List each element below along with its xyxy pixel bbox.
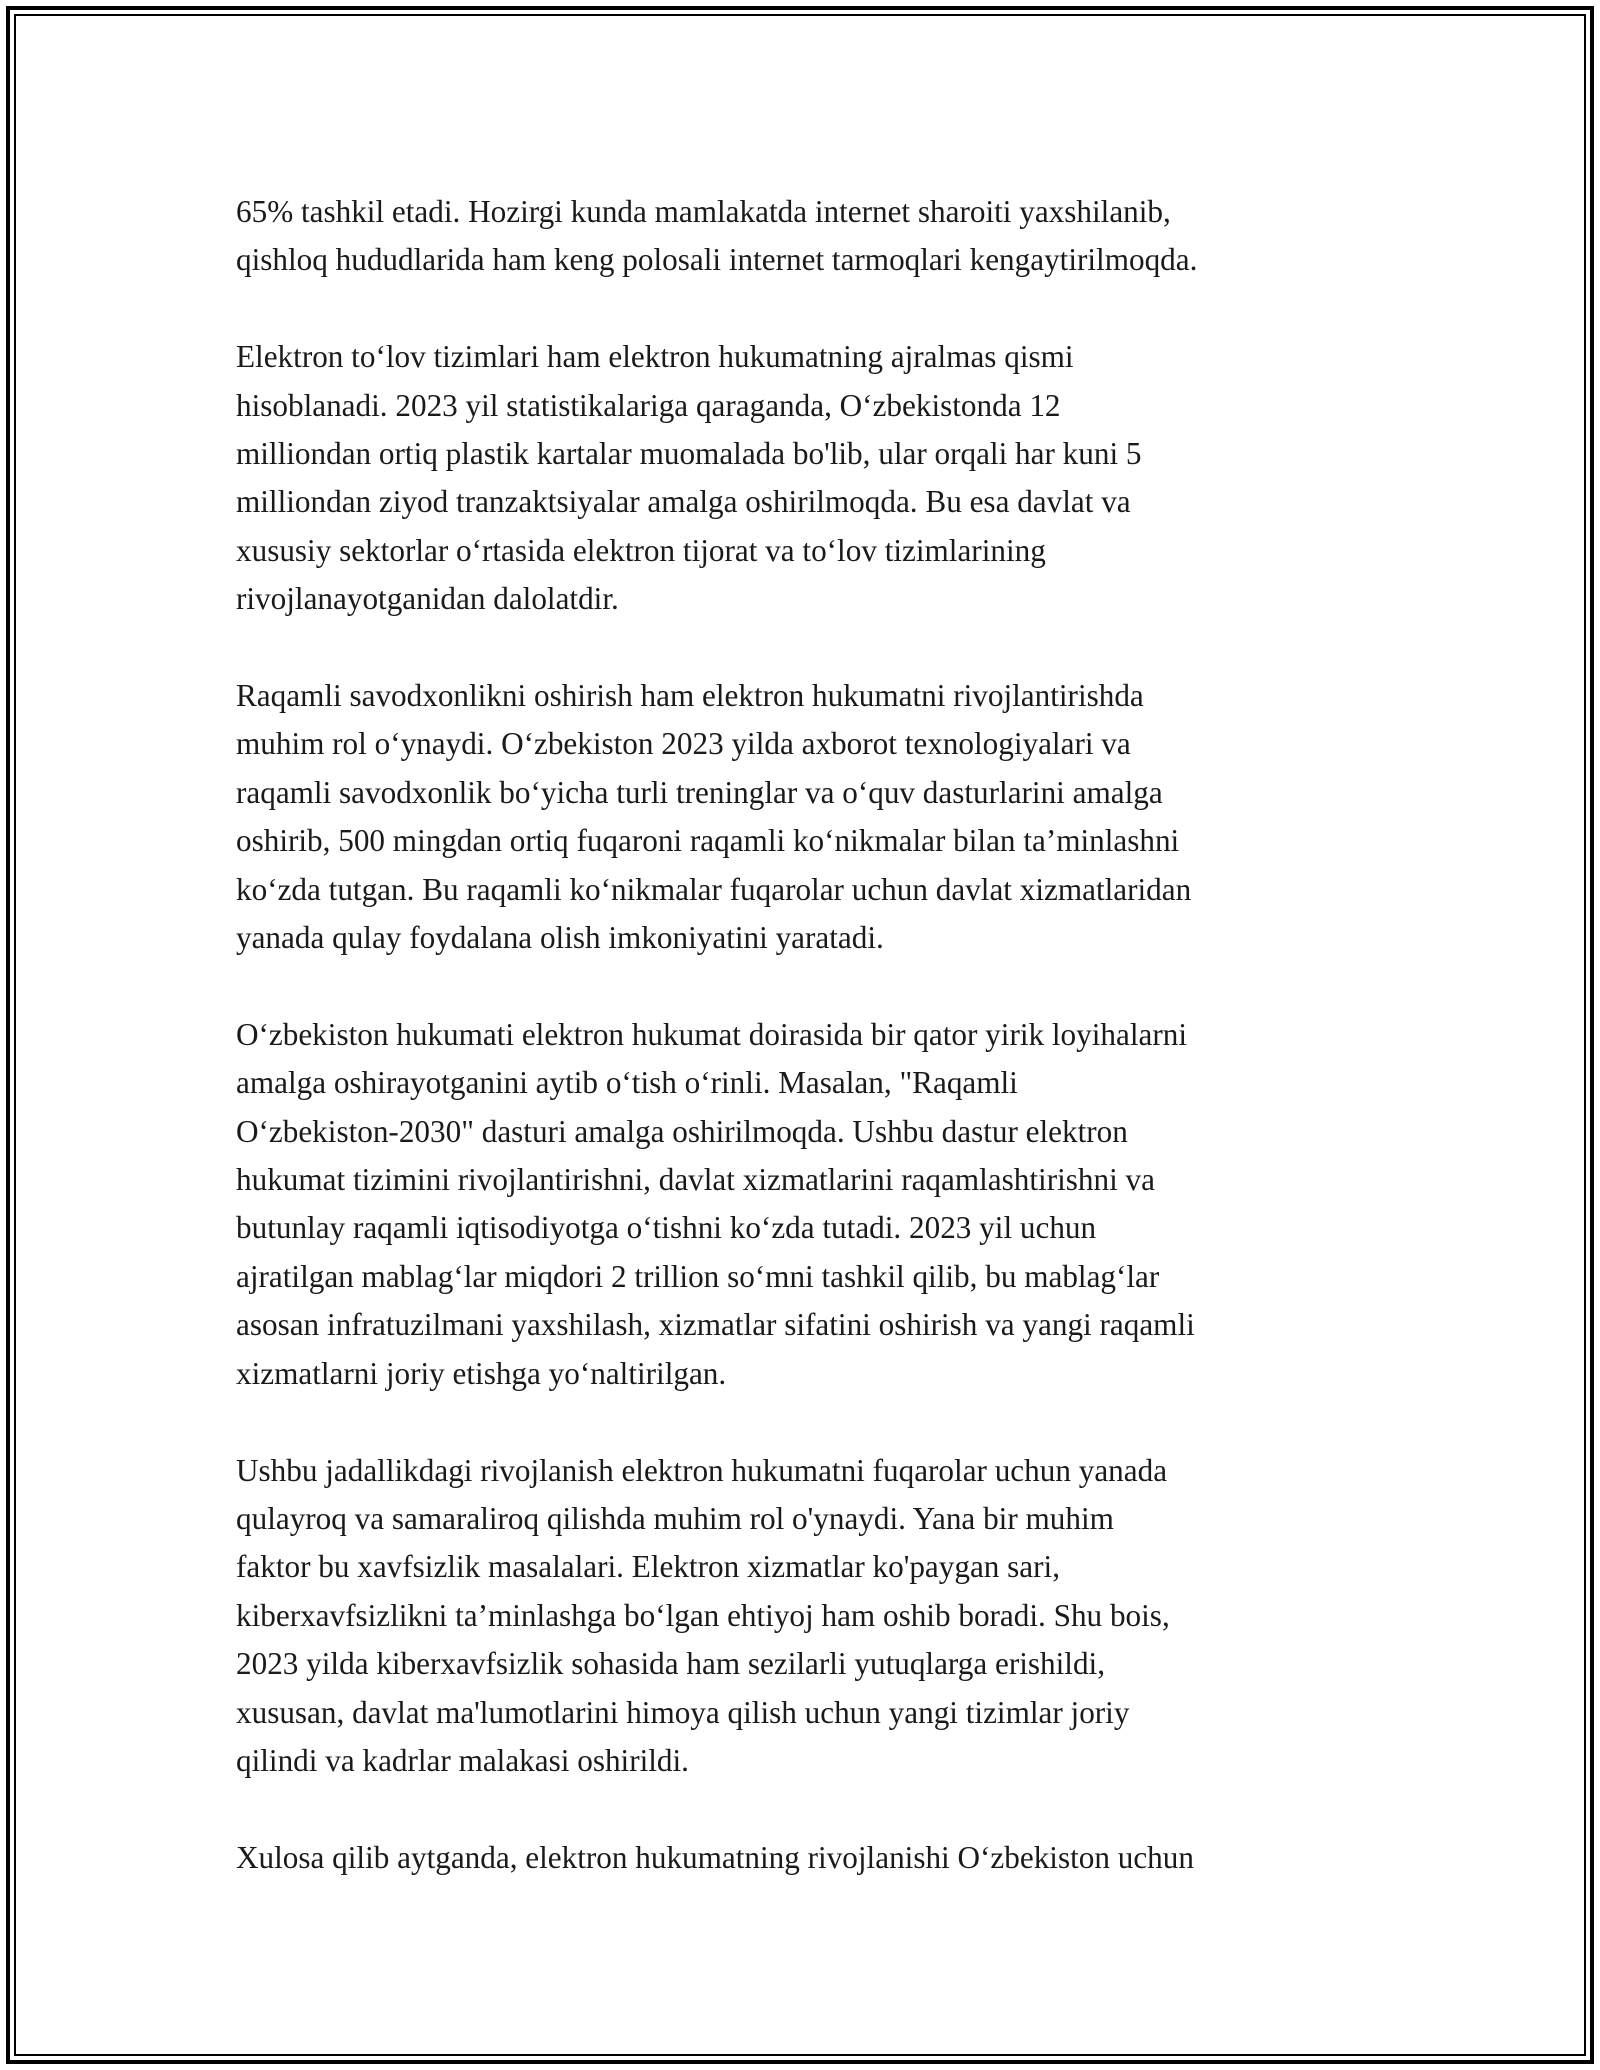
text-line: raqamli savodxonlik bo‘yicha turli treninglar va o‘quv dasturlarini amalga <box>236 774 1163 810</box>
paragraph-conclusion <box>236 1834 1396 1882</box>
text-line: ajratilgan mablag‘lar miqdori 2 trillion so‘mni tashkil qilib, bu mablag‘lar <box>236 1258 1160 1294</box>
text-line: faktor bu xavfsizlik masalalari. Elektron xizmatlar ko'paygan sari, <box>236 1549 1061 1585</box>
text-line: 65% tashkil etadi. Hozirgi kunda mamlakatda internet sharoiti yaxshilanib, <box>236 194 1171 229</box>
text-line: xususiy sektorlar o‘rtasida elektron tijorat va to‘lov tizimlarining <box>236 532 1046 568</box>
text-line: asosan infratuzilmani yaxshilash, xizmatlar sifatini oshirish va yangi raqamli <box>236 1307 1195 1343</box>
document-body <box>236 188 1396 1931</box>
text-line: hisoblanadi. 2023 yil statistikalariga qaraganda, O‘zbekistonda 12 <box>236 387 1061 423</box>
text-line: milliondan ortiq plastik kartalar muomalada bo'lib, ular orqali har kuni 5 <box>236 436 1142 472</box>
text-line: qulayroq va samaraliroq qilishda muhim rol o'ynaydi. Yana bir muhim <box>236 1500 1114 1536</box>
text-line: oshirib, 500 mingdan ortiq fuqaroni raqamli ko‘nikmalar bilan ta’minlashni <box>236 823 1180 859</box>
text-line: kiberxavfsizlikni ta’minlashga bo‘lgan ehtiyoj ham oshib boradi. Shu bois, <box>236 1597 1170 1633</box>
text-line: xususan, davlat ma'lumotlarini himoya qilish uchun yangi tizimlar joriy <box>236 1694 1130 1730</box>
text-line: Raqamli savodxonlikni oshirish ham elektron hukumatni rivojlantirishda <box>236 678 1144 714</box>
paragraph-cybersecurity <box>236 1447 1396 1786</box>
text-line: Elektron to‘lov tizimlari ham elektron hukumatning ajralmas qismi <box>236 339 1074 375</box>
text-line: qishloq hududlarida ham keng polosali internet tarmoqlari kengaytirilmoqda. <box>236 242 1198 278</box>
text-line: xizmatlarni joriy etishga yo‘naltirilgan. <box>236 1355 727 1391</box>
paragraph-internet <box>236 188 1396 285</box>
paragraph-digital-uzbekistan-2030 <box>236 1011 1396 1398</box>
text-line: 2023 yilda kiberxavfsizlik sohasida ham sezilarli yutuqlarga erishildi, <box>236 1646 1106 1682</box>
text-line: yanada qulay foydalana olish imkoniyatini yaratadi. <box>236 920 884 956</box>
text-line: O‘zbekiston hukumati elektron hukumat doirasida bir qator yirik loyihalarni <box>236 1016 1187 1052</box>
text-line: qilindi va kadrlar malakasi oshirildi. <box>236 1742 689 1778</box>
text-line: Ushbu jadallikdagi rivojlanish elektron hukumatni fuqarolar uchun yanada <box>236 1452 1168 1488</box>
paragraph-digital-literacy <box>236 672 1396 962</box>
text-line: muhim rol o‘ynaydi. O‘zbekiston 2023 yilda axborot texnologiyalari va <box>236 726 1131 762</box>
text-line: milliondan ziyod tranzaktsiyalar amalga oshirilmoqda. Bu esa davlat va <box>236 484 1131 520</box>
text-line: hukumat tizimini rivojlantirishni, davlat xizmatlarini raqamlashtirishni va <box>236 1162 1155 1198</box>
text-line: butunlay raqamli iqtisodiyotga o‘tishni ko‘zda tutadi. 2023 yil uchun <box>236 1210 1097 1246</box>
text-line: amalga oshirayotganini aytib o‘tish o‘rinli. Masalan, "Raqamli <box>236 1065 1018 1101</box>
paragraph-payment-systems <box>236 333 1396 623</box>
text-line: O‘zbekiston-2030" dasturi amalga oshirilmoqda. Ushbu dastur elektron <box>236 1113 1128 1149</box>
text-line: Xulosa qilib aytganda, elektron hukumatning rivojlanishi O‘zbekiston uchun <box>236 1839 1194 1875</box>
text-line: rivojlanayotganidan dalolatdir. <box>236 581 619 617</box>
text-line: ko‘zda tutgan. Bu raqamli ko‘nikmalar fuqarolar uchun davlat xizmatlaridan <box>236 871 1192 907</box>
